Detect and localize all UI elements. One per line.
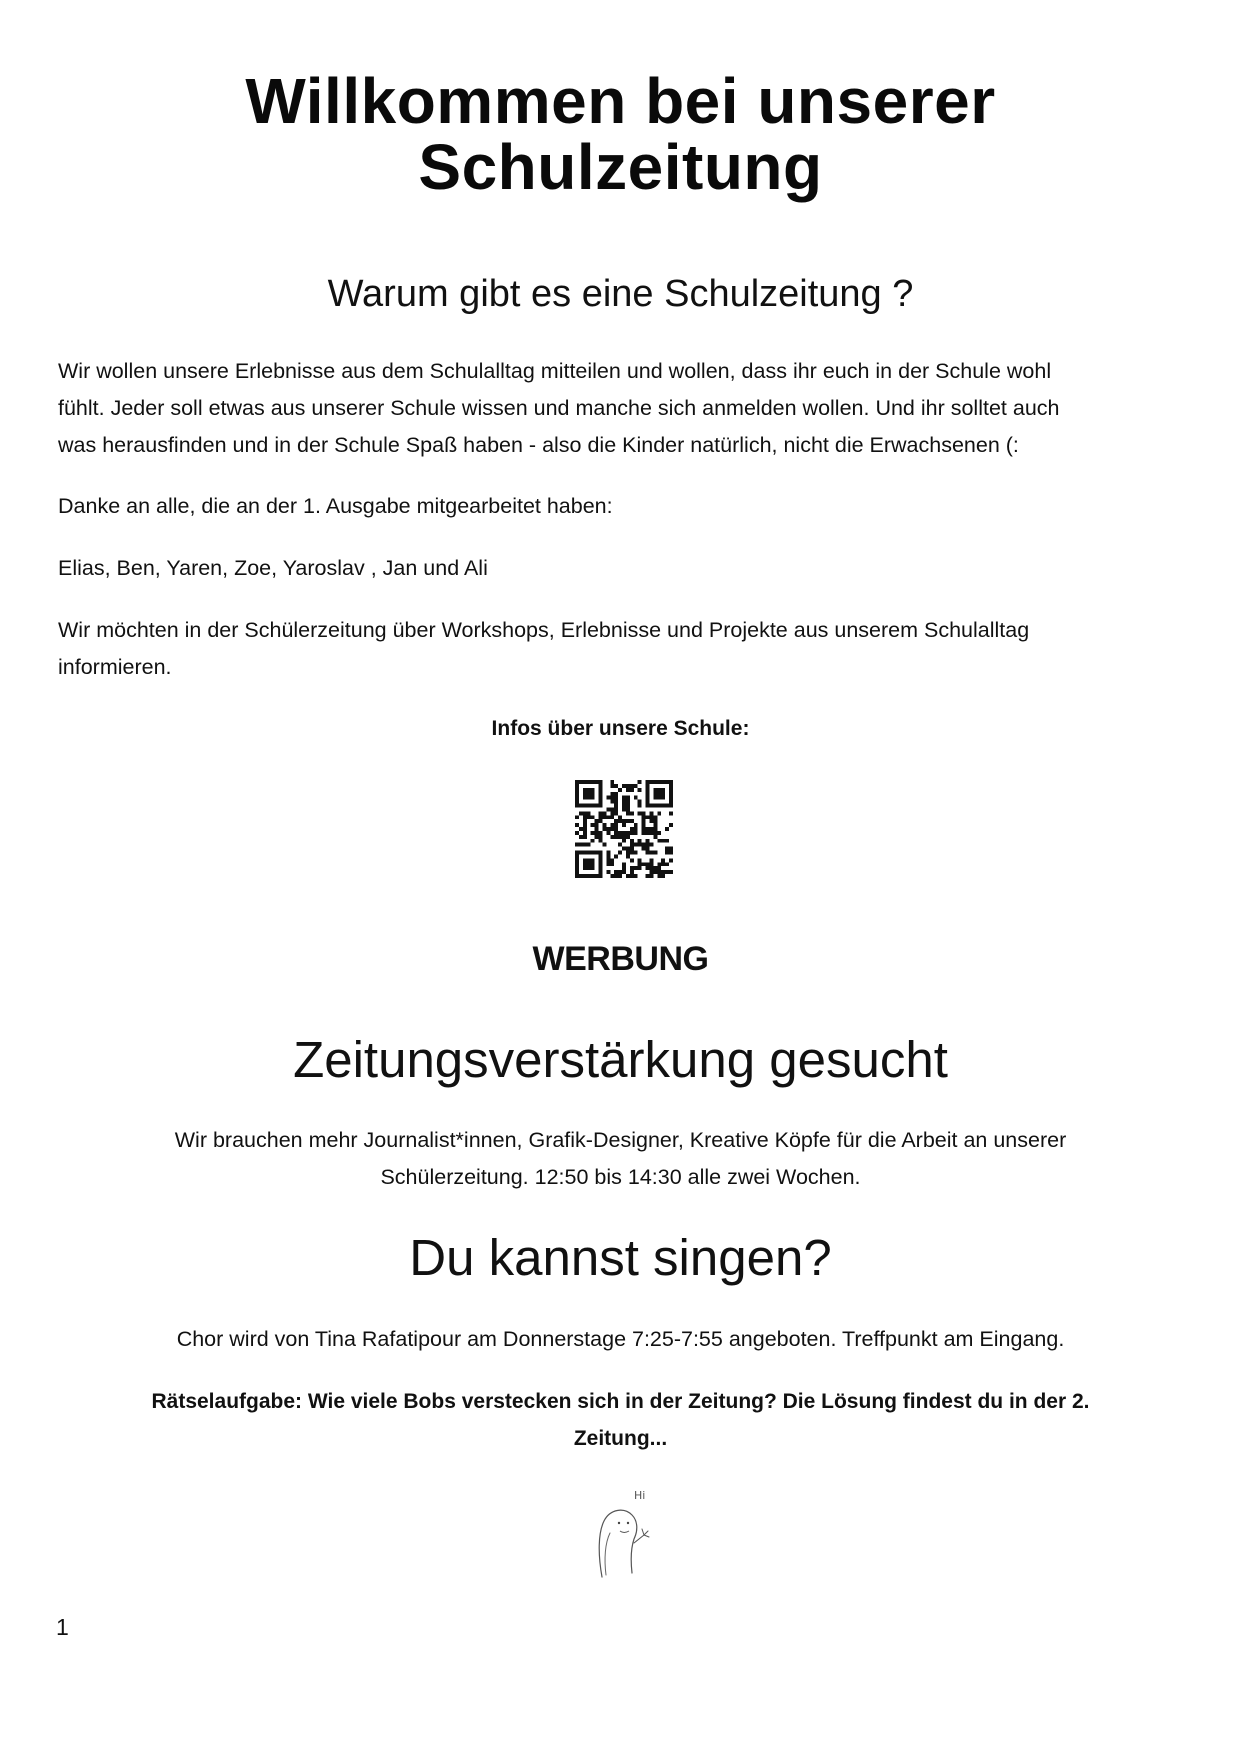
bob-doodle-icon — [592, 1485, 662, 1581]
title-line-2: Schulzeitung — [418, 131, 823, 203]
intro-line-1: Wir wollen unsere Erlebnisse aus dem Schulalltag mitteilen und wollen, dass ihr euch in der Schule wohl — [58, 359, 1052, 383]
ad1-text — [100, 1122, 1141, 1196]
ad2-heading: Du kannst singen? — [409, 1229, 832, 1286]
title-line-1: Willkommen bei unserer — [245, 65, 996, 137]
intro-paragraph — [58, 353, 1188, 464]
intro-line-2: fühlt. Jeder soll etwas aus unserer Schule wissen und manche sich anmelden wollen. Und ihr solltet auch — [58, 396, 1060, 420]
ad1-line-2: Schülerzeitung. 12:50 bis 14:30 alle zwei Wochen. — [380, 1165, 861, 1189]
riddle-line-2: Zeitung... — [573, 1427, 668, 1450]
subtitle: Warum gibt es eine Schulzeitung ? — [327, 273, 914, 315]
ad1-heading: Zeitungsverstärkung gesucht — [293, 1031, 948, 1088]
qr-code-icon[interactable] — [575, 780, 673, 878]
riddle-text — [70, 1383, 1171, 1457]
ad2-text: Chor wird von Tina Rafatipour am Donnerstage 7:25-7:55 angeboten. Treffpunkt am Eingang. — [176, 1327, 1065, 1351]
intro-line-3: was herausfinden und in der Schule Spaß haben - also die Kinder natürlich, nicht die Erwachsenen (: — [58, 433, 1019, 457]
contributor-names: Elias, Ben, Yaren, Zoe, Yaroslav , Jan und Ali — [58, 556, 488, 580]
infos-heading: Infos über unsere Schule: — [491, 717, 750, 740]
topics-line-2: informieren. — [58, 655, 172, 679]
riddle-line-1: Rätselaufgabe: Wie viele Bobs verstecken sich in der Zeitung? Die Lösung findest du in der 2. — [151, 1390, 1090, 1413]
page-number: 1 — [56, 1614, 69, 1640]
ad-heading: WERBUNG — [532, 940, 709, 978]
bob-speech-text: Hi — [634, 1489, 646, 1502]
ad1-line-1: Wir brauchen mehr Journalist*innen, Grafik-Designer, Kreative Köpfe für die Arbeit an unserer — [174, 1128, 1067, 1152]
thanks-text: Danke an alle, die an der 1. Ausgabe mitgearbeitet haben: — [58, 494, 613, 518]
page-title — [100, 65, 1141, 203]
topics-paragraph — [58, 612, 1188, 686]
topics-line-1: Wir möchten in der Schülerzeitung über Workshops, Erlebnisse und Projekte aus unserem Schulalltag — [58, 618, 1030, 642]
